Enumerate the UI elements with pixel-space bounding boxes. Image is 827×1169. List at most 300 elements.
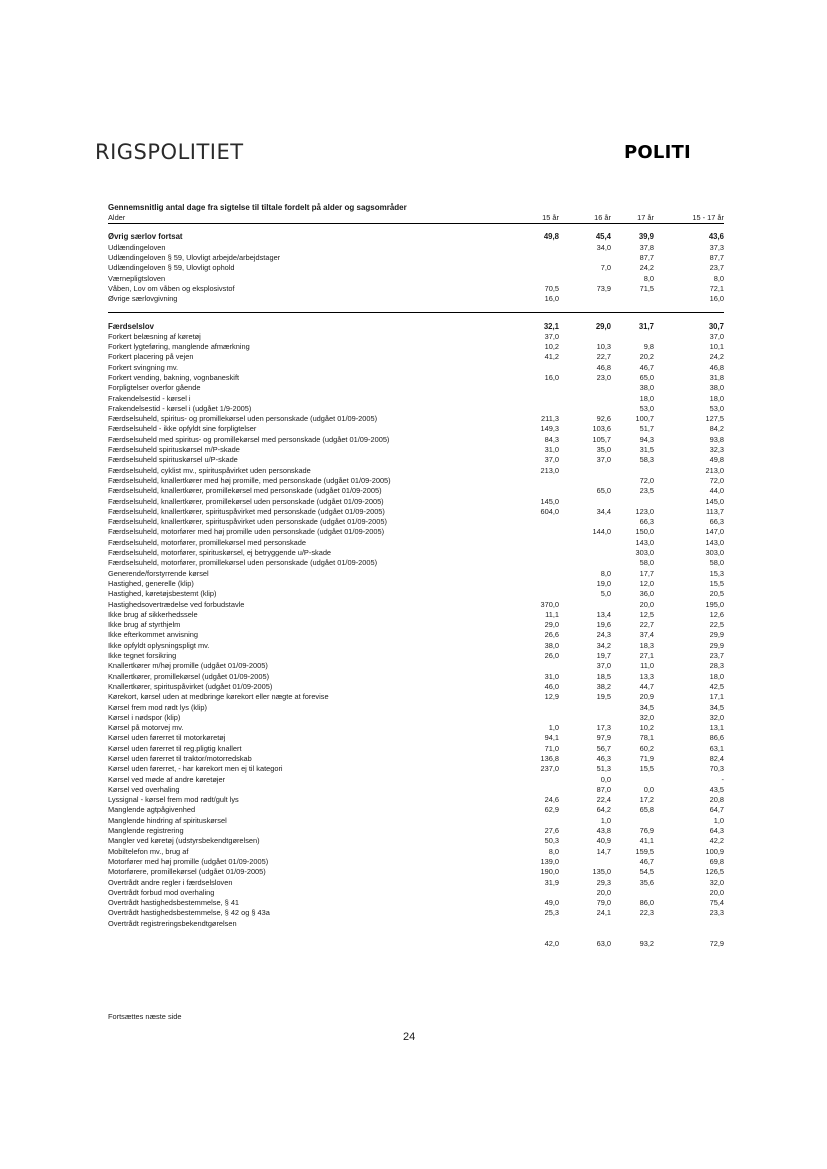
cell-v15: 41,2 — [544, 352, 559, 362]
table-row — [108, 589, 724, 599]
cell-vtot — [654, 929, 724, 939]
cell-v15 — [508, 363, 559, 373]
cell-v15: 25,3 — [544, 908, 559, 918]
spacer-row — [108, 224, 724, 233]
cell-v17: 159,5 — [635, 846, 654, 856]
row-label: Værnepligtsloven — [108, 273, 166, 283]
cell-v17: 76,9 — [639, 826, 654, 836]
cell-v17: 32,0 — [639, 712, 654, 722]
cell-v16: 17,3 — [596, 723, 611, 733]
row-label: Knallertkører, spirituspåvirket (udgået 01/09-2005) — [108, 681, 273, 691]
row-label: Udlændingeloven § 59, Ulovligt arbejde/arbejdstager — [108, 253, 281, 263]
cell-v17 — [611, 816, 654, 826]
table-row — [108, 507, 724, 517]
cell-v15: 49,8 — [543, 232, 559, 242]
cell-v16 — [559, 332, 611, 342]
cell-vtot: 15,3 — [709, 568, 724, 578]
table-row — [108, 253, 724, 263]
cell-v16: 22,7 — [596, 352, 611, 362]
cell-v17: 24,2 — [639, 263, 654, 273]
table-row — [108, 610, 724, 620]
cell-v17: 13,3 — [639, 671, 654, 681]
row-label: Færdselsuheld, motorfører med høj promille uden personskade (udgået 01/09-2005) — [108, 527, 385, 537]
cell-v15: 139,0 — [540, 856, 559, 866]
cell-v15: 136,8 — [540, 753, 559, 763]
cell-vtot: 126,5 — [705, 867, 724, 877]
cell-v16: 29,0 — [595, 321, 611, 331]
table-row — [108, 816, 724, 826]
row-label: Generende/forstyrrende kørsel — [108, 568, 209, 578]
cell-vtot: 42,5 — [709, 681, 724, 691]
cell-vtot: 72,9 — [709, 939, 724, 949]
row-label: Kørsel ved møde af andre køretøjer — [108, 774, 226, 784]
cell-v17: 23,5 — [639, 486, 654, 496]
row-label: Færdselsuheld spirituskørsel u/P-skade — [108, 455, 238, 465]
cell-v15 — [508, 816, 559, 826]
cell-v16: 51,3 — [596, 764, 611, 774]
cell-v17 — [611, 332, 654, 342]
cell-v16 — [559, 404, 611, 414]
table-row — [108, 641, 724, 651]
cell-vtot: 28,3 — [709, 661, 724, 671]
row-label: Færdselsuheld, cyklist mv., spirituspåvirket uden personskade — [108, 465, 311, 475]
cell-vtot: 22,5 — [709, 620, 724, 630]
row-label: Færdselsuheld spirituskørsel m/P-skade — [108, 445, 240, 455]
cell-v15: 70,5 — [544, 283, 559, 293]
cell-v16: 34,0 — [596, 242, 611, 252]
cell-v16: 56,7 — [596, 743, 611, 753]
cell-v16 — [559, 517, 611, 527]
cell-v16: 19,6 — [596, 620, 611, 630]
table-row — [108, 908, 724, 918]
cell-v16 — [559, 599, 611, 609]
row-label: Motorførere, promillekørsel (udgået 01/09-2005) — [108, 867, 266, 877]
section-heading-row — [108, 321, 724, 331]
cell-v15: 16,0 — [544, 373, 559, 382]
cell-v15: 31,0 — [544, 445, 559, 455]
row-label: Frakendelsestid - kørsel i — [108, 393, 191, 403]
cell-v16 — [559, 253, 611, 263]
cell-v16: 8,0 — [600, 568, 611, 578]
row-label: Ikke brug af sikkerhedssele — [108, 609, 198, 619]
cell-v15 — [508, 517, 559, 527]
cell-v15: 8,0 — [548, 846, 559, 856]
row-label: Færdselsuheld med spiritus- og promillekørsel med personskade (udgået 01/09-2005) — [108, 434, 390, 444]
cell-v17: 15,5 — [639, 764, 654, 774]
cell-vtot: 31,8 — [709, 373, 724, 382]
cell-vtot: 23,7 — [709, 651, 724, 661]
cell-v17: 58,3 — [639, 455, 654, 465]
cell-v16 — [559, 857, 611, 867]
cell-v15 — [508, 273, 559, 283]
cell-v17: 46,7 — [639, 362, 654, 372]
cell-v16: 135,0 — [592, 867, 611, 877]
row-label: Kørsel uden førerret til reg.pligtig knallert — [108, 743, 242, 753]
cell-v15: 29,0 — [544, 620, 559, 630]
cell-vtot: 303,0 — [705, 548, 724, 558]
column-header-17: 17 år — [611, 213, 654, 224]
row-label: Hastighedsovertrædelse ved forbudstavle — [108, 599, 245, 609]
cell-v17: 71,5 — [639, 283, 654, 293]
row-label: Færdselsuheld, motorfører, promillekørsel med personskade — [108, 537, 306, 547]
table-row — [108, 404, 724, 414]
cell-v17 — [611, 919, 654, 929]
cell-v16: 144,0 — [592, 527, 611, 537]
cell-v15 — [508, 888, 559, 898]
table-row — [108, 919, 724, 929]
row-label — [108, 939, 508, 949]
cell-v17: 41,1 — [639, 836, 654, 846]
cell-v17: 71,9 — [639, 753, 654, 763]
cell-v17: 0,0 — [643, 784, 654, 794]
cell-vtot: 23,3 — [709, 908, 724, 918]
cell-v15 — [508, 253, 559, 263]
cell-v16 — [559, 713, 611, 723]
cell-v15: 71,0 — [544, 743, 559, 753]
cell-v17: 37,4 — [639, 630, 654, 640]
cell-v15: 190,0 — [540, 867, 559, 877]
cell-v15 — [508, 243, 559, 253]
cell-vtot: 20,0 — [709, 887, 724, 897]
cell-v17: 93,2 — [639, 939, 654, 949]
cell-vtot: 18,0 — [709, 671, 724, 681]
cell-v17: 10,2 — [639, 723, 654, 733]
cell-v17: 36,0 — [639, 589, 654, 599]
table-row — [108, 569, 724, 579]
cell-v16: 103,6 — [592, 424, 611, 434]
table-row — [108, 579, 724, 589]
rigspolitiet-logo: RIGSPOLITIET — [95, 140, 244, 164]
row-label: Lyssignal - kørsel frem mod rødt/gult lys — [108, 795, 239, 805]
cell-v17: 39,9 — [638, 232, 654, 242]
cell-v17: 143,0 — [635, 537, 654, 547]
cell-v16 — [559, 466, 611, 476]
cell-v16: 13,4 — [596, 609, 611, 619]
cell-v16: 10,3 — [596, 342, 611, 352]
cell-v17 — [611, 888, 654, 898]
cell-v17: 303,0 — [635, 548, 654, 558]
table-row — [108, 273, 724, 283]
cell-v17: 78,1 — [639, 733, 654, 743]
row-label: Manglende hindring af spirituskørsel — [108, 815, 227, 825]
cell-vtot: 64,7 — [709, 805, 724, 815]
row-label: Forkert svingning mv. — [108, 362, 179, 372]
cell-v16 — [559, 273, 611, 283]
cell-vtot: 16,0 — [709, 294, 724, 304]
table-row — [108, 857, 724, 867]
cell-v17: 65,0 — [639, 373, 654, 382]
cell-v16: 97,9 — [596, 733, 611, 743]
table-row — [108, 877, 724, 887]
row-label: Kørsel uden førerret, - har kørekort men ej til kategori — [108, 764, 283, 774]
cell-v15: 37,0 — [544, 455, 559, 465]
cell-v16 — [559, 476, 611, 486]
cell-v15 — [508, 919, 559, 929]
cell-vtot: 18,0 — [709, 393, 724, 403]
row-label: Mangler ved køretøj (udstyrsbekendtgørelsen) — [108, 836, 260, 846]
table-body — [108, 224, 724, 950]
cell-vtot: 32,0 — [709, 712, 724, 722]
cell-v15 — [508, 383, 559, 393]
table-row — [108, 548, 724, 558]
cell-v17: 53,0 — [639, 403, 654, 413]
cell-v17: 27,1 — [639, 651, 654, 661]
cell-v15: 237,0 — [540, 764, 559, 774]
cell-v17: 20,0 — [639, 599, 654, 609]
table-row — [108, 867, 724, 877]
row-label: Overtrådt hastighedsbestemmelse, § 41 — [108, 898, 240, 908]
cell-v17: 38,0 — [639, 383, 654, 393]
cell-v15 — [508, 929, 559, 939]
table-row — [108, 764, 724, 774]
cell-vtot: 143,0 — [705, 537, 724, 547]
cell-v16: 7,0 — [600, 263, 611, 273]
cell-v15: 46,0 — [544, 681, 559, 691]
cell-vtot: 24,2 — [709, 352, 724, 362]
cell-v16: 14,7 — [596, 846, 611, 856]
cell-v17: 18,3 — [639, 640, 654, 650]
table-row — [108, 393, 724, 403]
table-row — [108, 527, 724, 537]
cell-v15: 94,1 — [544, 733, 559, 743]
table-row — [108, 363, 724, 373]
spacer-cell — [108, 224, 724, 233]
cell-v15: 26,6 — [544, 630, 559, 640]
row-label: Øvrig særlov fortsat — [108, 232, 183, 242]
row-label: Færdselsuheld, knallertkører, promillekørsel med personskade (udgået 01/09-2005) — [108, 486, 382, 496]
row-label: Udlændingeloven § 59, Ulovligt ophold — [108, 263, 235, 273]
table-row — [108, 445, 724, 455]
table-row — [108, 383, 724, 393]
row-label: Færdselsuheld, motorfører, promillekørsel uden personskade (udgået 01/09-2005) — [108, 558, 378, 568]
cell-v16: 79,0 — [596, 898, 611, 908]
table-row — [108, 599, 724, 609]
cell-vtot: 43,5 — [709, 784, 724, 794]
cell-v16: 22,4 — [596, 795, 611, 805]
cell-vtot: 20,8 — [709, 795, 724, 805]
row-label: Færdselsuheld, spiritus- og promillekørsel uden personskade (udgået 01/09-2005) — [108, 414, 378, 424]
cell-v15: 11,1 — [545, 609, 559, 619]
cell-vtot: 69,8 — [709, 856, 724, 866]
cell-v17 — [611, 496, 654, 506]
cell-vtot: 10,1 — [709, 342, 724, 352]
cell-v17: 37,8 — [639, 242, 654, 252]
cell-vtot: 17,1 — [709, 692, 724, 702]
cell-v16 — [559, 393, 611, 403]
cell-vtot: 46,8 — [709, 362, 724, 372]
cell-vtot: 63,1 — [709, 743, 724, 753]
table-row — [108, 558, 724, 568]
spacer-row — [108, 304, 724, 313]
row-label: Våben, Lov om våben og eksplosivstof — [108, 283, 235, 293]
cell-v15 — [508, 569, 559, 579]
cell-v15: 49,0 — [544, 898, 559, 908]
cell-vtot: 64,3 — [709, 826, 724, 836]
cell-v16 — [559, 538, 611, 548]
cell-vtot: 13,1 — [709, 723, 724, 733]
row-label: Færdselslov — [108, 321, 154, 331]
cell-v15 — [508, 579, 559, 589]
cell-v16 — [559, 558, 611, 568]
row-label: Kørekort, kørsel uden at medbringe kørekort eller nægte at forevise — [108, 692, 329, 702]
table-row — [108, 263, 724, 273]
row-label: Overtrådt hastighedsbestemmelse, § 42 og § 43a — [108, 908, 270, 918]
row-label: Knallertkører, promillekørsel (udgået 01/09-2005) — [108, 671, 270, 681]
cell-vtot: 32,3 — [709, 445, 724, 455]
cell-vtot: 195,0 — [705, 599, 724, 609]
cell-v15: 213,0 — [540, 465, 559, 475]
cell-v15: 84,3 — [544, 434, 559, 444]
row-label: Overtrådt registreringsbekendtgørelsen — [108, 918, 237, 928]
cell-vtot: 53,0 — [709, 403, 724, 413]
cell-v16: 19,7 — [596, 651, 611, 661]
cell-v17: 94,3 — [639, 434, 654, 444]
cell-v15: 50,3 — [544, 836, 559, 846]
table-row — [108, 692, 724, 702]
table-row — [108, 538, 724, 548]
cell-v17: 66,3 — [639, 517, 654, 527]
table-header-row — [108, 213, 724, 224]
spacer-cell — [108, 313, 724, 322]
cell-v15 — [508, 476, 559, 486]
cell-v15: 32,1 — [543, 321, 559, 331]
table-row — [108, 243, 724, 253]
table-row — [108, 373, 724, 383]
cell-v15 — [508, 558, 559, 568]
table-row — [108, 795, 724, 805]
cell-v16 — [559, 294, 611, 304]
cell-vtot: 127,5 — [705, 414, 724, 424]
cell-v17: 20,2 — [639, 352, 654, 362]
cell-v17: 18,0 — [639, 393, 654, 403]
cell-vtot: 66,3 — [709, 517, 724, 527]
row-label: Ikke opfyldt oplysningspligt mv. — [108, 640, 210, 650]
cell-v15: 211,3 — [541, 414, 559, 424]
cell-vtot: 42,2 — [709, 836, 724, 846]
row-label: Forkert belæsning af køretøj — [108, 331, 201, 341]
table-row — [108, 630, 724, 640]
table-row — [108, 414, 724, 424]
cell-v17 — [611, 929, 654, 939]
cell-v17: 100,7 — [635, 414, 654, 424]
cell-v16 — [559, 929, 611, 939]
cell-vtot: 72,0 — [709, 475, 724, 485]
row-label: Kørsel uden førerret til traktor/motorredskab — [108, 753, 252, 763]
section-heading-row — [108, 232, 724, 242]
cell-vtot: 100,9 — [705, 846, 724, 856]
table-row — [108, 754, 724, 764]
row-label: Forkert placering på vejen — [108, 352, 194, 362]
row-label: Mobiltelefon mv., brug af — [108, 846, 189, 856]
table-title: Gennemsnitlig antal dage fra sigtelse til tiltale fordelt på alder og sagsområder — [108, 203, 407, 212]
table-row — [108, 466, 724, 476]
table-row — [108, 486, 724, 496]
row-label: Forkert lygteføring, manglende afmærkning — [108, 342, 250, 352]
cell-vtot: 72,1 — [709, 283, 724, 293]
cell-v17: 8,0 — [643, 273, 654, 283]
cell-v16 — [559, 496, 611, 506]
cell-v15: 31,9 — [544, 877, 559, 887]
cell-v16: 40,9 — [596, 836, 611, 846]
cell-v15: 27,6 — [544, 826, 559, 836]
cell-v15: 604,0 — [540, 506, 559, 516]
cell-v15: 145,0 — [540, 496, 559, 506]
cell-v15 — [508, 589, 559, 599]
spacer-cell — [108, 304, 724, 313]
cell-v15: 10,2 — [544, 342, 559, 352]
cell-v15 — [508, 702, 559, 712]
cell-v15: 42,0 — [544, 939, 559, 949]
cell-vtot: 37,0 — [709, 331, 724, 341]
row-label: Forpligtelser overfor gående — [108, 383, 201, 393]
cell-v16: 24,3 — [596, 630, 611, 640]
cell-v17 — [611, 466, 654, 476]
cell-v16: 46,3 — [596, 753, 611, 763]
cell-v17 — [611, 294, 654, 304]
row-label: Hastighed, køretøjsbestemt (klip) — [108, 589, 217, 599]
cell-vtot: 70,3 — [709, 764, 724, 774]
table-row — [108, 733, 724, 743]
row-label: Ikke brug af styrthjelm — [108, 620, 181, 630]
table-row — [108, 342, 724, 352]
cell-v16: 35,0 — [596, 445, 611, 455]
cell-v17: 35,6 — [639, 877, 654, 887]
table-row — [108, 332, 724, 342]
cell-vtot: 82,4 — [709, 753, 724, 763]
row-label: Øvrige særlovgivning — [108, 294, 178, 304]
cell-v15: 12,9 — [544, 692, 559, 702]
row-label: Kørsel på motorvej mv. — [108, 723, 184, 733]
row-label: Færdselsuheld, knallertkører med høj promille, med personskade (udgået 01/09-2005) — [108, 475, 391, 485]
cell-vtot: 58,0 — [709, 558, 724, 568]
cell-vtot: 43,6 — [708, 232, 724, 242]
column-header-age: Alder — [108, 213, 508, 224]
row-label: Frakendelsestid - kørsel i (udgået 1/9-2005) — [108, 403, 252, 413]
cell-vtot: 75,4 — [709, 898, 724, 908]
cell-vtot: 84,2 — [709, 424, 724, 434]
row-label: Motorfører med høj promille (udgået 01/09-2005) — [108, 856, 269, 866]
cell-v16: 65,0 — [596, 486, 611, 496]
cell-v16: 1,0 — [600, 815, 611, 825]
table-row — [108, 847, 724, 857]
table-row — [108, 651, 724, 661]
cell-v17: 86,0 — [639, 898, 654, 908]
cell-v16 — [559, 702, 611, 712]
cell-vtot — [654, 919, 724, 929]
cell-v16 — [559, 919, 611, 929]
cell-v15 — [508, 661, 559, 671]
table-row — [108, 496, 724, 506]
table-row — [108, 455, 724, 465]
table-row — [108, 805, 724, 815]
cell-v15: 31,0 — [544, 671, 559, 681]
cell-v15: 37,0 — [544, 331, 559, 341]
row-label: Ikke efterkommet anvisning — [108, 630, 198, 640]
cell-v17: 22,7 — [639, 620, 654, 630]
cell-vtot: 145,0 — [705, 496, 724, 506]
row-label: Overtrådt andre regler i færdselsloven — [108, 877, 233, 887]
row-label: Hastighed, generelle (klip) — [108, 578, 194, 588]
table-row — [108, 723, 724, 733]
cell-v17: 87,7 — [639, 253, 654, 263]
cell-vtot: 113,7 — [706, 506, 724, 516]
cell-v17: 65,8 — [639, 805, 654, 815]
row-label: Færdselsuheld, knallertkører, spirituspåvirket med personskade (udgået 01/09-2005) — [108, 506, 385, 516]
cell-v16: 105,7 — [592, 434, 611, 444]
cell-v17: 72,0 — [639, 475, 654, 485]
cell-v16: 37,0 — [596, 661, 611, 671]
cell-v17: 123,0 — [635, 506, 654, 516]
